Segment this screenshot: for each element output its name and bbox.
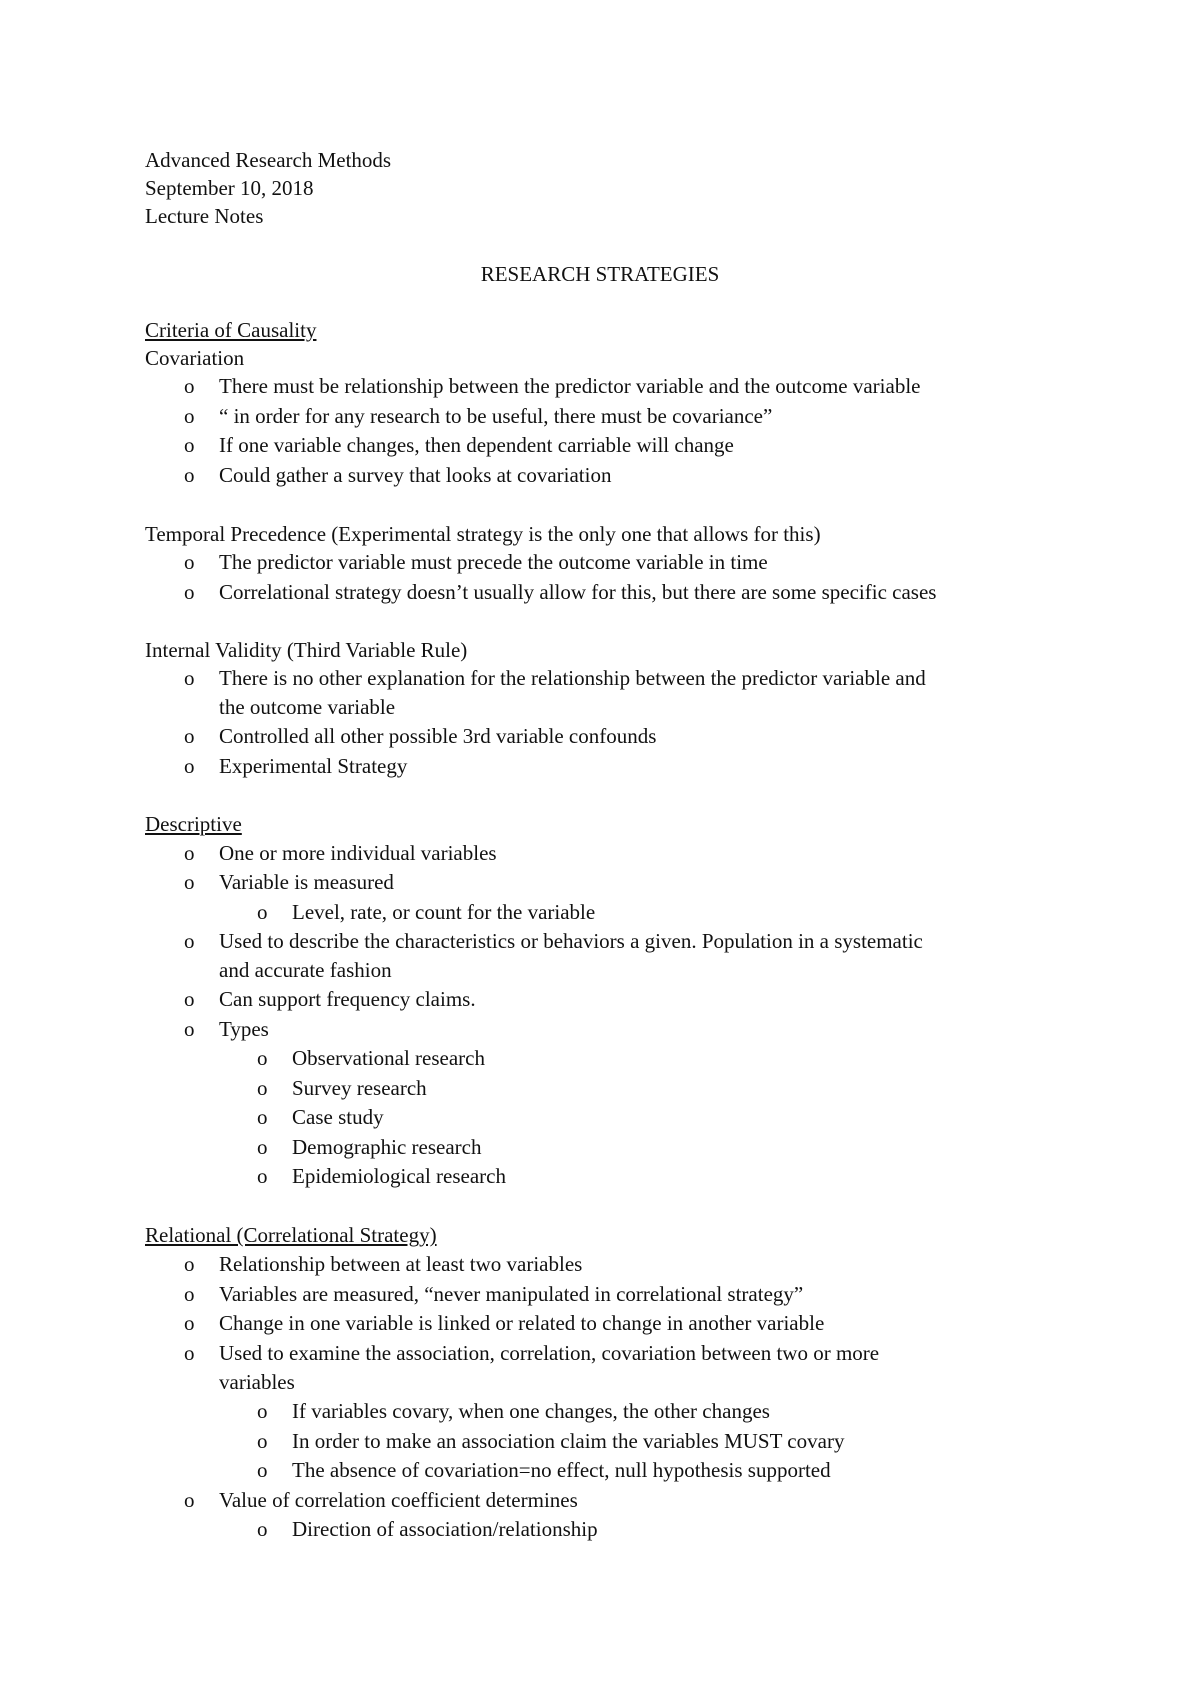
bullet-icon: o <box>257 1046 268 1070</box>
bullet-icon: o <box>257 900 268 924</box>
bullet-icon: o <box>184 841 195 865</box>
bullet-icon: o <box>184 754 195 778</box>
section-heading-descriptive: Descriptive <box>145 812 242 836</box>
list-item-continuation: and accurate fashion <box>219 958 392 982</box>
bullet-icon: o <box>257 1164 268 1188</box>
subheading-covariation: Covariation <box>145 346 245 370</box>
bullet-icon: o <box>184 550 195 574</box>
bullet-icon: o <box>184 1017 195 1041</box>
bullet-icon: o <box>184 929 195 953</box>
lecture-date: September 10, 2018 <box>145 176 314 200</box>
bullet-icon: o <box>184 1311 195 1335</box>
bullet-icon: o <box>257 1076 268 1100</box>
bullet-icon: o <box>257 1105 268 1129</box>
bullet-icon: o <box>257 1458 268 1482</box>
section-heading-relational: Relational (Correlational Strategy) <box>145 1223 437 1247</box>
subheading-internal-validity: Internal Validity (Third Variable Rule) <box>145 638 468 662</box>
bullet-icon: o <box>184 433 195 457</box>
page-title: RESEARCH STRATEGIES <box>480 262 720 286</box>
course-title: Advanced Research Methods <box>145 148 392 172</box>
section-heading-criteria: Criteria of Causality <box>145 318 317 342</box>
bullet-icon: o <box>184 1488 195 1512</box>
bullet-icon: o <box>184 404 195 428</box>
bullet-icon: o <box>257 1429 268 1453</box>
bullet-icon: o <box>184 463 195 487</box>
bullet-icon: o <box>184 666 195 690</box>
bullet-icon: o <box>257 1135 268 1159</box>
bullet-icon: o <box>257 1399 268 1423</box>
bullet-icon: o <box>184 1282 195 1306</box>
bullet-icon: o <box>184 987 195 1011</box>
document-type: Lecture Notes <box>145 204 264 228</box>
bullet-icon: o <box>257 1517 268 1541</box>
list-item-continuation: the outcome variable <box>219 695 396 719</box>
bullet-icon: o <box>184 724 195 748</box>
bullet-icon: o <box>184 1341 195 1365</box>
bullet-icon: o <box>184 374 195 398</box>
bullet-icon: o <box>184 1252 195 1276</box>
subheading-temporal: Temporal Precedence (Experimental strategy is the only one that allows for this) <box>145 522 821 546</box>
list-item-continuation: variables <box>219 1370 295 1394</box>
bullet-icon: o <box>184 580 195 604</box>
bullet-icon: o <box>184 870 195 894</box>
document-page: Advanced Research Methods September 10, 2018 Lecture Notes RESEARCH STRATEGIES Criteria of Causality Covariation o There must be relationship between the predictor variable and the outcome variable o “ in order for any research to be useful, there must be covariance” o If one variable changes, then dependent carriable will change o Could gather a survey that looks at covariation Temporal Precedence (Experimental strategy is the only one that allows for this) o The predictor variable must precede the outcome variable in time o Correlational strategy doesn’t usually allow for this, but there are some specific cases Internal Validity (Third Variable Rule) o There is no other explanation for the relationship between the predictor variable and the outcome variable o Controlled all other possible 3rd variable confounds o Experimental Strategy Descriptive o One or more individual variables o Variable is measured o Level, rate, or count for the variable o Used to describe the characteristics or behaviors a given. Population in a systematic and accurate fashion o Can support frequency claims. o Types o Observational research o Survey research o Case study o Demographic research o Epidemiological research Relational (Correlational Strategy) o Relationship between at least two variables o Variables are measured, “never manipulated in correlational strategy” o Change in one variable is linked or related to change in another variable o Used to examine the association, correlation, covariation between two or more variables o If variables covary, when one changes, the other changes o In order to make an association claim the variables MUST covary o The absence of covariation=no effect, null hypothesis supported o Value of correlation coefficient determines o Direction of association/relationship <box>0 0 1200 1698</box>
